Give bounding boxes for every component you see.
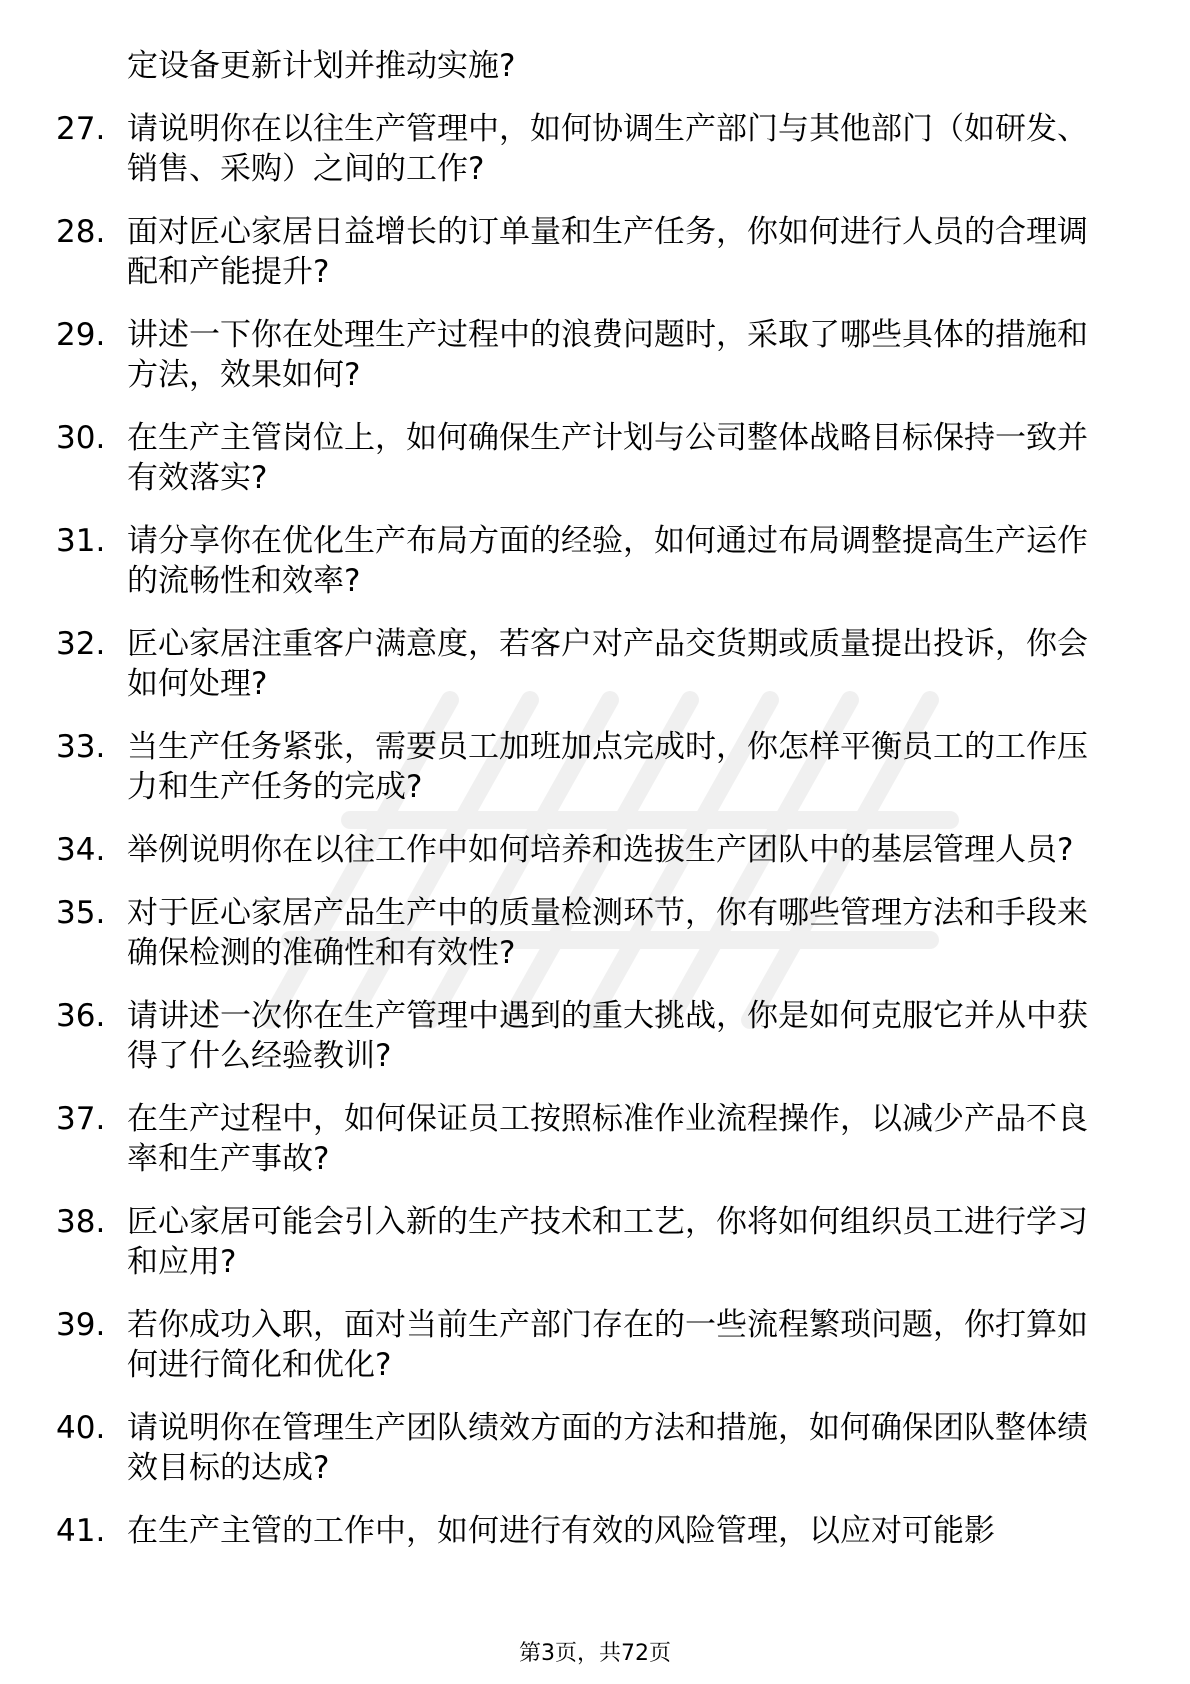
question-list <box>56 46 1136 1574</box>
list-item <box>56 996 1096 1076</box>
question-text: 对于匠心家居产品生产中的质量检测环节，你有哪些管理方法和手段来确保检测的准确性和有效性? <box>127 895 1088 971</box>
question-text: 在生产主管岗位上，如何确保生产计划与公司整体战略目标保持一致并有效落实? <box>127 420 1088 496</box>
question-number: 29. <box>56 317 106 353</box>
question-text: 面对匠心家居日益增长的订单量和生产任务，你如何进行人员的合理调配和产能提升? <box>127 214 1088 290</box>
list-item <box>56 1099 1096 1179</box>
list-item <box>56 521 1096 601</box>
page-footer: 第3页，共72页 <box>519 1641 671 1666</box>
question-text: 在生产过程中，如何保证员工按照标准作业流程操作，以减少产品不良率和生产事故? <box>127 1101 1088 1177</box>
list-item <box>56 893 1096 973</box>
list-item <box>56 418 1096 498</box>
list-item <box>56 212 1096 292</box>
question-number: 38. <box>56 1204 106 1240</box>
question-text: 若你成功入职，面对当前生产部门存在的一些流程繁琐问题，你打算如何进行简化和优化? <box>127 1307 1088 1383</box>
list-item <box>56 1511 1096 1551</box>
question-number: 33. <box>56 729 106 765</box>
question-number: 31. <box>56 523 106 559</box>
question-text: 请分享你在优化生产布局方面的经验，如何通过布局调整提高生产运作的流畅性和效率? <box>127 523 1088 599</box>
question-text: 匠心家居注重客户满意度，若客户对产品交货期或质量提出投诉，你会如何处理? <box>127 626 1088 702</box>
list-item <box>56 1202 1096 1282</box>
question-number: 27. <box>56 111 106 147</box>
question-number: 36. <box>56 998 106 1034</box>
question-text: 讲述一下你在处理生产过程中的浪费问题时，采取了哪些具体的措施和方法，效果如何? <box>127 317 1088 393</box>
question-number: 41. <box>56 1513 106 1549</box>
question-text: 匠心家居可能会引入新的生产技术和工艺，你将如何组织员工进行学习和应用? <box>127 1204 1088 1280</box>
question-number: 30. <box>56 420 106 456</box>
list-item <box>56 830 1096 870</box>
question-number: 28. <box>56 214 106 250</box>
question-text: 当生产任务紧张，需要员工加班加点完成时，你怎样平衡员工的工作压力和生产任务的完成? <box>127 729 1088 805</box>
list-item <box>56 315 1096 395</box>
list-item <box>56 1305 1096 1385</box>
question-number: 39. <box>56 1307 106 1343</box>
question-text: 请说明你在管理生产团队绩效方面的方法和措施，如何确保团队整体绩效目标的达成? <box>127 1410 1088 1486</box>
question-text: 在生产主管的工作中，如何进行有效的风险管理，以应对可能影 <box>127 1513 995 1549</box>
question-text: 请讲述一次你在生产管理中遇到的重大挑战，你是如何克服它并从中获得了什么经验教训? <box>127 998 1088 1074</box>
continued-question-text: 定设备更新计划并推动实施? <box>127 48 516 84</box>
question-number: 40. <box>56 1410 106 1446</box>
list-item <box>56 624 1096 704</box>
question-number: 37. <box>56 1101 106 1137</box>
question-text: 举例说明你在以往工作中如何培养和选拔生产团队中的基层管理人员? <box>127 832 1074 868</box>
question-text: 请说明你在以往生产管理中，如何协调生产部门与其他部门（如研发、销售、采购）之间的工作? <box>127 111 1088 187</box>
list-item <box>56 109 1096 189</box>
list-item <box>56 727 1096 807</box>
question-number: 35. <box>56 895 106 931</box>
question-number: 32. <box>56 626 106 662</box>
question-number: 34. <box>56 832 106 868</box>
list-item <box>56 1408 1096 1488</box>
